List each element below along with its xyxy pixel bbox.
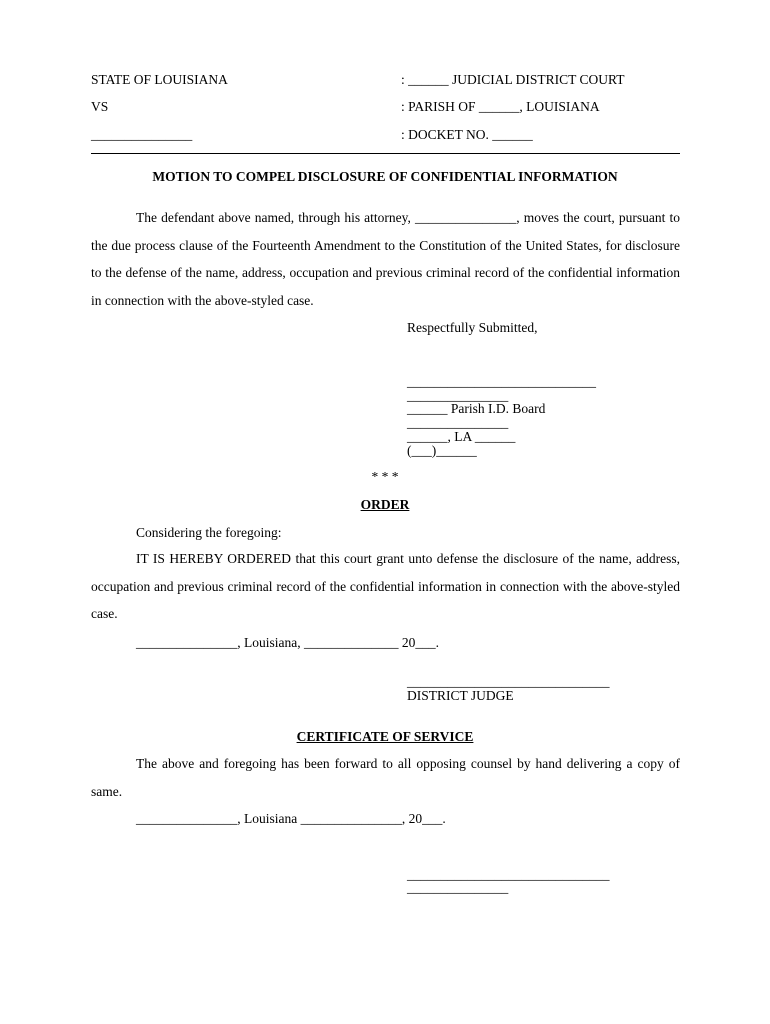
certificate-signature-line: ______________________________: [407, 867, 610, 882]
signature-phone: (___)______: [407, 443, 477, 458]
judge-title: DISTRICT JUDGE: [407, 688, 514, 703]
caption-vs: VS: [91, 99, 109, 114]
certificate-body: [91, 750, 680, 805]
order-body-text: IT IS HEREBY ORDERED that this court grant unto defense the disclosure of the name, address, occupation and previous criminal record of the confidential information in connection with the above-styled case.: [91, 551, 680, 621]
order-heading: ORDER: [360, 497, 410, 512]
certificate-date-line: _______________, Louisiana _______________, 20___.: [136, 811, 446, 826]
certificate-heading: CERTIFICATE OF SERVICE: [296, 729, 474, 744]
caption-divider: [91, 153, 680, 154]
closing-text: Respectfully Submitted,: [407, 320, 538, 335]
signature-board: ______ Parish I.D. Board: [407, 401, 546, 416]
caption-parish: : PARISH OF ______, LOUISIANA: [401, 99, 600, 114]
signature-line-2: _______________: [407, 388, 509, 403]
motion-body: [91, 204, 680, 314]
caption-party-blank: _______________: [91, 127, 193, 142]
judge-signature-line: ______________________________: [407, 674, 610, 689]
signature-line: ____________________________: [407, 374, 596, 389]
certificate-body-text: The above and foregoing has been forward to all opposing counsel by hand delivering a copy of same.: [91, 756, 680, 799]
signature-line-4: _______________: [407, 415, 509, 430]
order-body: [91, 545, 680, 628]
motion-body-text: The defendant above named, through his attorney, _______________, moves the court, pursuant to the due process clause of the Fourteenth Amendment to the Constitution of the United States, for disclosure to the defense of the name, address, occupation and previous criminal record of the confidential information in connection with the above-styled case.: [91, 210, 680, 308]
caption-court: : ______ JUDICIAL DISTRICT COURT: [401, 72, 625, 87]
order-date-line: _______________, Louisiana, ______________ 20___.: [136, 635, 439, 650]
section-separator: * * *: [371, 469, 399, 484]
caption-state: STATE OF LOUISIANA: [91, 72, 228, 87]
order-considering: Considering the foregoing:: [136, 525, 282, 540]
signature-city: ______, LA ______: [407, 429, 516, 444]
certificate-signature-line-2: _______________: [407, 880, 509, 895]
document-title: MOTION TO COMPEL DISCLOSURE OF CONFIDENTIAL INFORMATION: [152, 169, 618, 184]
caption-docket: : DOCKET NO. ______: [401, 127, 533, 142]
